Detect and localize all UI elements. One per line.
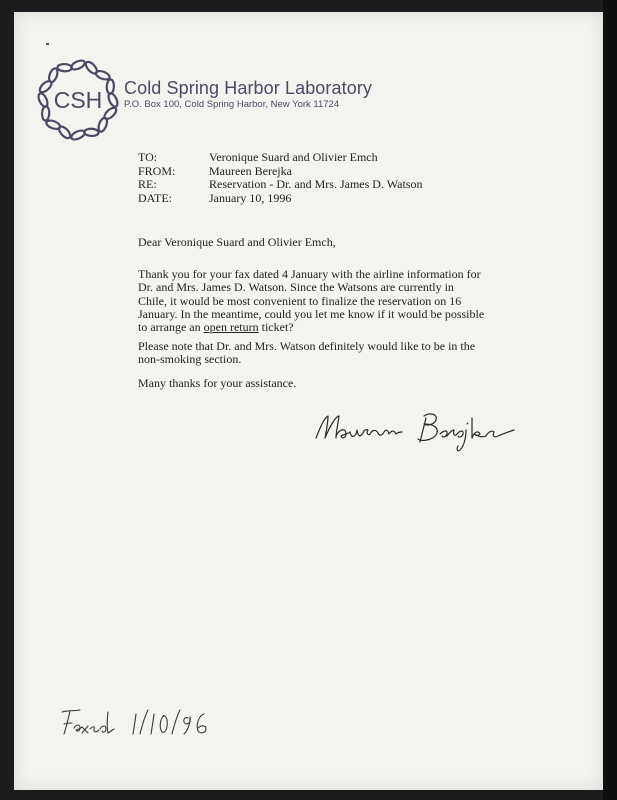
from-value: Maureen Berejka	[209, 163, 292, 178]
memo-from-row	[138, 165, 422, 179]
logo-chain-link	[84, 128, 99, 136]
paragraph-line: Dr. and Mrs. James D. Watson. Since the Watsons are currently in	[138, 280, 454, 295]
csh-logo	[36, 58, 120, 142]
memo-to-row	[138, 151, 422, 165]
paragraph-line: January. In the meantime, could you let me know if it would be possible	[138, 306, 485, 321]
paragraph-2	[138, 340, 548, 367]
line-prefix: to arrange an	[138, 320, 204, 335]
date-value: January 10, 1996	[209, 190, 292, 205]
fax-note-text: Faxed 1/10/96	[130, 740, 142, 742]
logo-text: CSH	[53, 87, 103, 113]
memo-header	[138, 151, 422, 205]
from-label: FROM:	[138, 163, 176, 178]
to-value: Veronique Suard and Olivier Emch	[209, 150, 378, 164]
paragraph-1	[138, 268, 548, 334]
organization-name: Cold Spring Harbor Laboratory	[124, 78, 373, 98]
line-suffix: ticket?	[258, 320, 294, 335]
handwritten-signature	[306, 406, 536, 456]
closing-line: Many thanks for your assistance.	[138, 376, 297, 390]
paragraph-line: Chile, it would be most convenient to finalize the reservation on 16	[138, 293, 462, 308]
signature-name: Maureen Berejka	[414, 453, 428, 455]
paragraph-line	[138, 321, 548, 334]
to-label: TO:	[138, 150, 158, 164]
logo-chain-link	[42, 106, 50, 121]
paragraph-line: Please note that Dr. and Mrs. Watson definitely would like to be in the	[138, 339, 476, 353]
stray-mark	[46, 43, 49, 45]
paragraph-line: Thank you for your fax dated 4 January with the airline information for	[138, 267, 481, 281]
memo-re-row	[138, 178, 422, 192]
logo-chain-link	[106, 79, 114, 94]
paragraph-line: non-smoking section.	[138, 352, 242, 367]
memo-date-row	[138, 192, 422, 206]
logo-chain-link	[37, 92, 50, 108]
handwritten-fax-note	[56, 702, 216, 742]
logo-chain-link	[70, 129, 86, 142]
re-value: Reservation - Dr. and Mrs. James D. Watson	[209, 177, 423, 191]
date-label: DATE:	[138, 190, 172, 205]
scan-border	[603, 0, 617, 800]
organization-address: P.O. Box 100, Cold Spring Harbor, New York 11724	[124, 99, 340, 110]
logo-chain-link	[70, 59, 86, 72]
re-label: RE:	[138, 177, 157, 191]
open-return-underlined: open return	[203, 320, 259, 335]
salutation: Dear Veronique Suard and Olivier Emch,	[138, 235, 336, 249]
logo-chain-link	[57, 64, 72, 72]
